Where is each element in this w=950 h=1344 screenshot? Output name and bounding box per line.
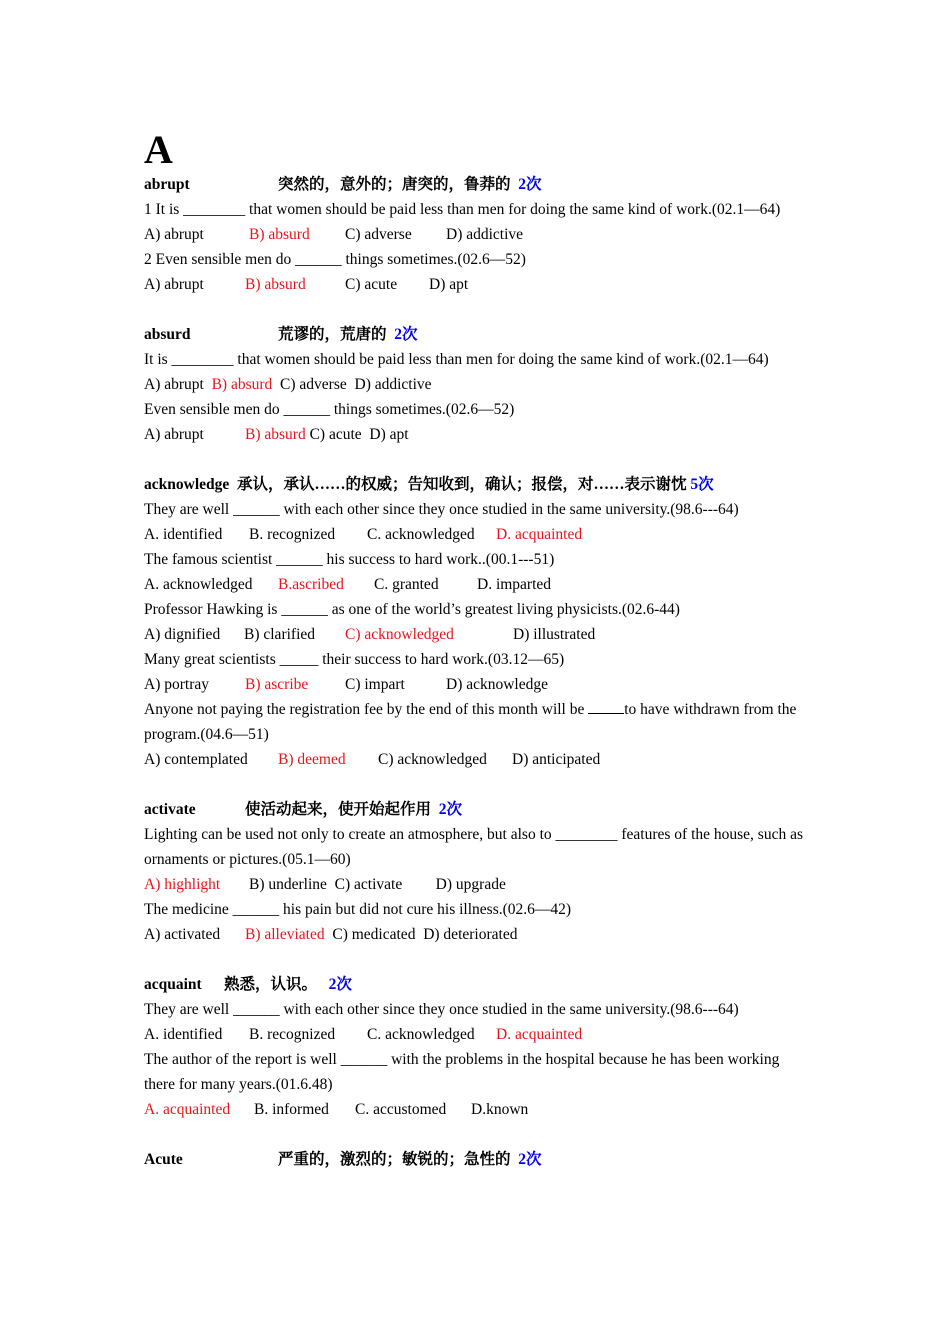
option: A) abrupt [144, 376, 204, 393]
option: B. informed [254, 1101, 329, 1118]
entry-word: acknowledge [144, 476, 230, 493]
option: B. recognized [249, 1026, 336, 1043]
option: A) abrupt [144, 426, 204, 443]
option: C) impart [345, 676, 405, 693]
question: The author of the report is well ______ with the problems in the hospital because he has been working there for many years.(01.6.48) [144, 1051, 780, 1093]
entry-abrupt [144, 172, 814, 297]
option-correct: B) ascribe [245, 676, 309, 693]
entry-activate [144, 797, 814, 947]
entry-count: 2次 [328, 976, 352, 993]
option: C. acknowledged [367, 1026, 475, 1043]
entry-acknowledge [144, 472, 814, 772]
option: D) addictive [446, 226, 524, 243]
option: A) abrupt [144, 226, 204, 243]
question: Professor Hawking is ______ as one of the world’s greatest living physicists.(02.6-44) [144, 601, 680, 618]
option: C. accustomed [355, 1101, 447, 1118]
question: Lighting can be used not only to create an atmosphere, but also to ________ features of the house, such as ornaments or pictures.(05.1—60) [144, 826, 804, 868]
option: A) portray [144, 676, 209, 693]
options-row [144, 622, 814, 647]
entry-header [144, 172, 814, 197]
entry-word: abrupt [144, 176, 190, 193]
question: It is ________ that women should be paid less than men for doing the same kind of work.(02.1—64) [144, 351, 769, 368]
entry-count: 2次 [438, 801, 463, 818]
option-correct: A. acquainted [144, 1101, 231, 1118]
option-correct: B) absurd [245, 276, 306, 293]
option: C) activate [334, 876, 403, 893]
option: C) acute [345, 276, 398, 293]
entry-word: acquaint [144, 976, 202, 993]
question: They are well ______ with each other since they once studied in the same university.(98.6---64) [144, 1001, 739, 1018]
options-row [144, 1097, 814, 1122]
entry-definition: 突然的，意外的；唐突的，鲁莽的 [278, 176, 511, 193]
blank [588, 699, 624, 714]
question: 1 It is ________ that women should be paid less than men for doing the same kind of work.(02.1—64) [144, 201, 781, 218]
option-correct: B) absurd [249, 226, 310, 243]
option: C) acute [309, 426, 362, 443]
entry-word: activate [144, 801, 196, 818]
option: C) medicated [332, 926, 416, 943]
option: B. recognized [249, 526, 336, 543]
question: Many great scientists _____ their success to hard work.(03.12—65) [144, 651, 565, 668]
entry-header [144, 1147, 814, 1172]
option: D) acknowledge [446, 676, 548, 693]
option-correct: D. acquainted [496, 526, 583, 543]
options-row [144, 372, 814, 397]
option-correct: B) alleviated [245, 926, 325, 943]
options-row [144, 872, 814, 897]
option: A) activated [144, 926, 221, 943]
question: 2 Even sensible men do ______ things sometimes.(02.6—52) [144, 251, 526, 268]
option: C. granted [374, 576, 439, 593]
entry-absurd [144, 322, 814, 447]
entry-definition: 熟悉，认识。 [224, 976, 318, 993]
option: B) clarified [244, 626, 316, 643]
options-row [144, 272, 814, 297]
question: Even sensible men do ______ things sometimes.(02.6—52) [144, 401, 515, 418]
entry-count: 5次 [690, 476, 714, 493]
option: D.known [471, 1101, 529, 1118]
option: D) anticipated [512, 751, 601, 768]
option: D) illustrated [513, 626, 596, 643]
option-correct: B) absurd [211, 376, 273, 393]
option: D. imparted [477, 576, 552, 593]
entry-word: absurd [144, 326, 191, 343]
question: The medicine ______ his pain but did not cure his illness.(02.6—42) [144, 901, 572, 918]
option: D) apt [429, 276, 469, 293]
option-correct: D. acquainted [496, 1026, 583, 1043]
entry-definition: 承认，承认……的权威；告知收到，确认；报偿，对……表示谢忱 [237, 476, 687, 493]
entry-acquaint [144, 972, 814, 1122]
entry-word: Acute [144, 1151, 183, 1168]
entry-definition: 荒谬的，荒唐的 [278, 326, 387, 343]
options-row [144, 922, 814, 947]
options-row [144, 1022, 814, 1047]
option: C) adverse [345, 226, 412, 243]
option: B) underline [249, 876, 327, 893]
entry-header [144, 797, 814, 822]
question: The famous scientist ______ his success to hard work..(00.1---51) [144, 551, 555, 568]
option-correct: B.ascribed [278, 576, 344, 593]
options-row [144, 522, 814, 547]
option: A. identified [144, 526, 223, 543]
entry-definition: 使活动起来，使开始起作用 [245, 801, 432, 818]
entry-header [144, 322, 814, 347]
option: C) adverse [280, 376, 347, 393]
options-row [144, 572, 814, 597]
option: A) abrupt [144, 276, 204, 293]
options-row [144, 222, 814, 247]
option: A) dignified [144, 626, 221, 643]
entry-header [144, 472, 814, 497]
entry-header [144, 972, 814, 997]
option-correct: A) highlight [144, 876, 221, 893]
entry-count: 2次 [394, 326, 418, 343]
entry-count: 2次 [518, 1151, 542, 1168]
option: D) deteriorated [423, 926, 518, 943]
options-row [144, 747, 814, 772]
entry-acute [144, 1147, 814, 1172]
option: A. acknowledged [144, 576, 253, 593]
document-body [144, 128, 814, 1172]
option: C. acknowledged [367, 526, 475, 543]
question: They are well ______ with each other since they once studied in the same university.(98.6---64) [144, 501, 739, 518]
options-row [144, 422, 814, 447]
option: D) apt [369, 426, 409, 443]
option: A. identified [144, 1026, 223, 1043]
option-correct: B) absurd [245, 426, 306, 443]
option: A) contemplated [144, 751, 248, 768]
option: D) addictive [354, 376, 432, 393]
option-correct: B) deemed [278, 751, 346, 768]
entry-count: 2次 [518, 176, 542, 193]
entry-definition: 严重的，激烈的；敏锐的；急性的 [278, 1151, 511, 1168]
option-correct: C) acknowledged [345, 626, 454, 643]
option: C) acknowledged [378, 751, 487, 768]
section-letter: A [144, 127, 173, 172]
option: D) upgrade [435, 876, 506, 893]
question: Anyone not paying the registration fee by the end of this month will be to have withdrawn from the program.(04.6—51) [144, 701, 797, 743]
options-row [144, 672, 814, 697]
